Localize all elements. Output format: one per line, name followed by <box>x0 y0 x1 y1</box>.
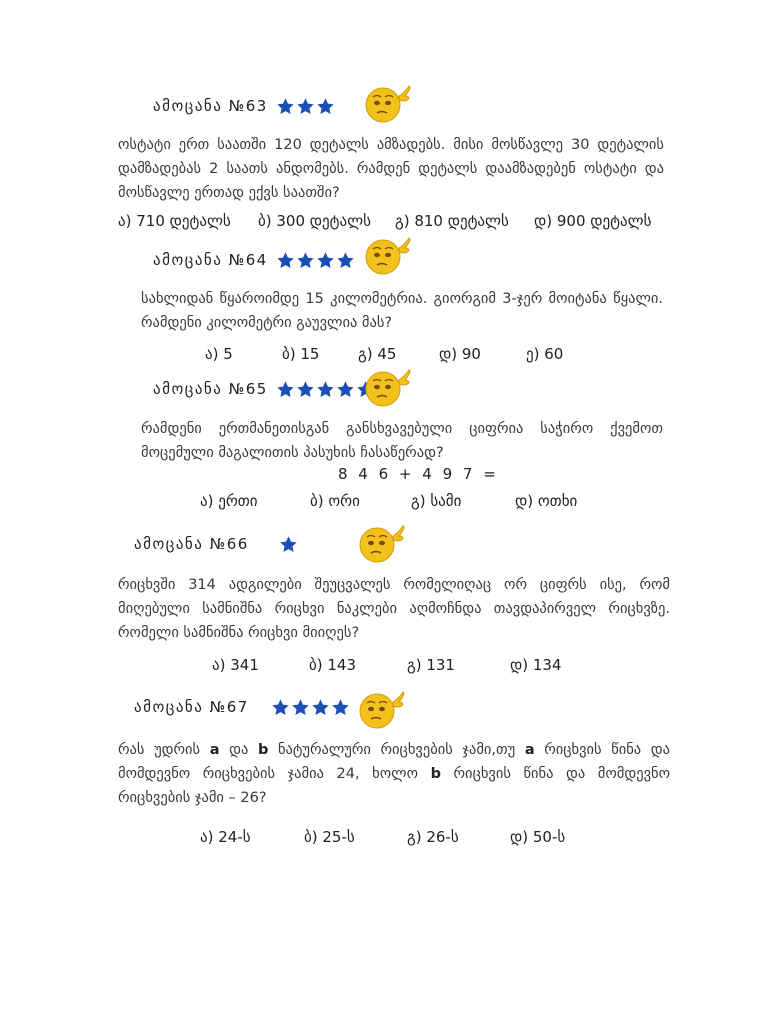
task-text: რიცხვში 314 ადგილები შეუცვალეს რომელიღაც ორ ციფრს ისე, რომ მიღებული სამნიშნა რიცხვი ნაკლები აღმოჩნდა თავდაპირველ რიცხვზე. რომელი სამნიშნა რიცხვი მიიღეს? <box>118 577 670 641</box>
option-d[interactable]: დ) 90 <box>439 345 481 363</box>
variable-b: b <box>430 766 441 782</box>
option-b[interactable]: ბ) ორი <box>310 492 360 510</box>
option-c[interactable]: გ) 45 <box>358 345 397 363</box>
option-b[interactable]: ბ) 15 <box>282 345 320 363</box>
star-icon <box>296 380 315 399</box>
star-icon <box>336 251 355 270</box>
equation: 8 4 6 + 4 9 7 = <box>338 465 499 483</box>
answer-options <box>212 656 612 680</box>
task-text: ოსტატი ერთ საათში 120 დეტალს ამზადებს. მისი მოსწავლე 30 დეტალის დამზადებას 2 საათს ანდომებს. რამდენ დეტალს დაამზადებენ ოსტატი და მოსწავლე ერთად ექვს საათში? <box>118 137 664 201</box>
task-title: ამოცანა №63 <box>153 97 268 115</box>
task-text <box>118 738 670 810</box>
task-text: სახლიდან წყაროიმდე 15 კილომეტრია. გიორგიმ 3-ჯერ მოიტანა წყალი. რამდენი კილომეტრი გაუვლია მას? <box>141 291 663 331</box>
option-d[interactable]: დ) 134 <box>510 656 562 674</box>
text-part: და <box>219 742 258 758</box>
star-icon <box>316 380 335 399</box>
star-icon <box>336 380 355 399</box>
task-text: რამდენი ერთმანეთისგან განსხვავებული ციფრია საჭირო ქვემოთ მოცემული მაგალითის პასუხის ჩასაწერად? <box>141 421 663 461</box>
task-67-header <box>134 690 350 724</box>
task-63-header <box>153 89 335 123</box>
star-icon <box>279 535 298 554</box>
thinking-emoji-icon <box>363 366 415 410</box>
rating-stars <box>271 698 350 717</box>
thinking-emoji-icon <box>357 522 409 566</box>
option-a[interactable]: ა) 341 <box>212 656 259 674</box>
star-icon <box>276 251 295 270</box>
text-part: რიცხვის წინა და მომდევნო რიცხვების ჯამი – 26? <box>118 766 670 806</box>
option-c[interactable]: გ) 131 <box>407 656 455 674</box>
rating-stars <box>276 97 335 116</box>
answer-options <box>118 212 678 236</box>
task-65-header <box>153 372 375 406</box>
variable-a: a <box>209 742 220 758</box>
option-a[interactable]: ა) 5 <box>205 345 233 363</box>
option-a[interactable]: ა) 710 დეტალს <box>118 212 231 230</box>
star-icon <box>316 97 335 116</box>
text-part: რიცხვის წინა და მომდევნო რიცხვების ჯამია 24, ხოლო <box>118 742 670 782</box>
task-64-header <box>153 243 355 277</box>
star-icon <box>276 380 295 399</box>
thinking-emoji-icon <box>357 688 409 732</box>
answer-options <box>200 492 600 516</box>
rating-stars <box>279 535 298 554</box>
star-icon <box>316 251 335 270</box>
option-a[interactable]: ა) ერთი <box>200 492 258 510</box>
variable-b: b <box>257 742 269 758</box>
text-part: ნატურალური რიცხვების ჯამი,თუ <box>268 742 525 758</box>
task-66-header <box>134 527 298 561</box>
rating-stars <box>276 251 355 270</box>
option-c[interactable]: გ) 26-ს <box>407 828 459 846</box>
star-icon <box>276 97 295 116</box>
option-d[interactable]: დ) ოთხი <box>515 492 578 510</box>
thinking-emoji-icon <box>363 82 415 126</box>
option-e[interactable]: ე) 60 <box>526 345 564 363</box>
task-title: ამოცანა №65 <box>153 380 268 398</box>
task-title: ამოცანა №67 <box>134 698 249 716</box>
text-part: რას უდრის <box>118 742 210 758</box>
variable-a: a <box>524 742 535 758</box>
star-icon <box>311 698 330 717</box>
thinking-emoji-icon <box>363 234 415 278</box>
option-d[interactable]: დ) 50-ს <box>510 828 566 846</box>
star-icon <box>331 698 350 717</box>
star-icon <box>291 698 310 717</box>
option-d[interactable]: დ) 900 დეტალს <box>534 212 652 230</box>
answer-options <box>200 828 620 852</box>
task-title: ამოცანა №64 <box>153 251 268 269</box>
option-b[interactable]: ბ) 143 <box>309 656 357 674</box>
rating-stars <box>276 380 375 399</box>
option-c[interactable]: გ) სამი <box>411 492 462 510</box>
star-icon <box>296 97 315 116</box>
option-a[interactable]: ა) 24-ს <box>200 828 251 846</box>
option-c[interactable]: გ) 810 დეტალს <box>395 212 509 230</box>
star-icon <box>296 251 315 270</box>
option-b[interactable]: ბ) 25-ს <box>304 828 355 846</box>
task-title: ამოცანა №66 <box>134 535 249 553</box>
option-b[interactable]: ბ) 300 დეტალს <box>258 212 371 230</box>
star-icon <box>271 698 290 717</box>
